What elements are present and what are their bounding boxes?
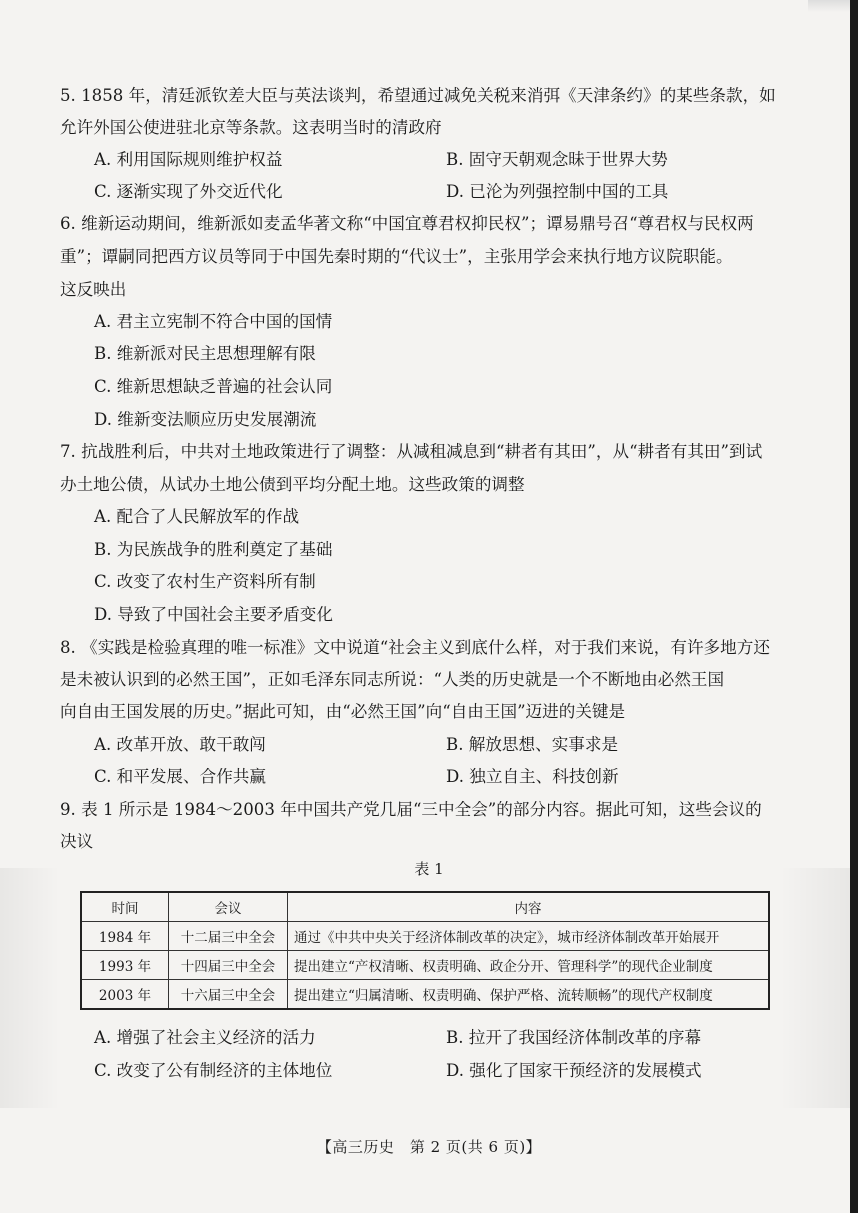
q5-stem-line2: 允许外国公使进驻北京等条款。这表明当时的清政府 (60, 118, 442, 137)
q7-option-c: C. 改变了农村生产资料所有制 (94, 572, 316, 591)
table-cell-year: 2003 年 (81, 980, 169, 1010)
q7-option-b: B. 为民族战争的胜利奠定了基础 (94, 540, 333, 559)
q5-stem-line1: 5. 1858 年，清廷派钦差大臣与英法谈判，希望通过减免关税来消弭《天津条约》的某些条款，如 (60, 86, 776, 105)
q9-stem-line2: 决议 (60, 832, 94, 851)
table-header-cell: 时间 (81, 892, 169, 922)
q8-stem-line2: 是未被认识到的必然王国”，正如毛泽东同志所说：“人类的历史就是一个不断地由必然王国 (60, 670, 725, 689)
page-footer: 【高三历史 第 2 页(共 6 页)】 (316, 1138, 542, 1156)
table-row (81, 922, 769, 951)
q6-stem-line2: 重”；谭嗣同把西方议员等同于中国先秦时期的“代议士”，主张用学会来执行地方议院职能。 (60, 247, 733, 266)
table-cell-content: 提出建立“归属清晰、权责明确、保护严格、流转顺畅”的现代产权制度 (288, 980, 770, 1010)
table-row (81, 980, 769, 1010)
q5-option-d: D. 已沦为列强控制中国的工具 (446, 182, 669, 201)
table-cell-content: 提出建立“产权清晰、权责明确、政企分开、管理科学”的现代企业制度 (288, 951, 770, 980)
q8-option-d: D. 独立自主、科技创新 (446, 767, 619, 786)
q5-option-a: A. 利用国际规则维护权益 (94, 150, 283, 169)
q8-stem-line1: 8. 《实践是检验真理的唯一标准》文中说道“社会主义到底什么样，对于我们来说，有许多地方还 (60, 638, 770, 657)
q8-option-a: A. 改革开放、敢干敢闯 (94, 735, 266, 754)
table-header-cell: 内容 (288, 892, 770, 922)
q8-stem-line3: 向自由王国发展的历史。”据此可知，由“必然王国”向“自由王国”迈进的关键是 (60, 702, 626, 721)
table-cell-meeting: 十六届三中全会 (169, 980, 288, 1010)
q9-option-d: D. 强化了国家干预经济的发展模式 (446, 1061, 702, 1080)
table-cell-year: 1984 年 (81, 922, 169, 951)
q7-option-a: A. 配合了人民解放军的作战 (94, 507, 300, 526)
q7-stem-line2: 办土地公债，从试办土地公债到平均分配土地。这些政策的调整 (60, 475, 525, 494)
table-cell-meeting: 十四届三中全会 (169, 951, 288, 980)
q6-option-a: A. 君主立宪制不符合中国的国情 (94, 312, 333, 331)
table-header-cell: 会议 (169, 892, 288, 922)
q9-stem-line1: 9. 表 1 所示是 1984～2003 年中国共产党几届“三中全会”的部分内容。据此可知，这些会议的 (60, 800, 762, 819)
table-cell-meeting: 十二届三中全会 (169, 922, 288, 951)
q8-option-b: B. 解放思想、实事求是 (446, 735, 619, 754)
q9-option-a: A. 增强了社会主义经济的活力 (94, 1028, 316, 1047)
data-table (80, 891, 770, 1010)
table-row (81, 951, 769, 980)
q6-stem-line3: 这反映出 (60, 280, 127, 299)
q6-stem-line1: 6. 维新运动期间，维新派如麦孟华著文称“中国宜尊君权抑民权”；谭易鼎号召“尊君权与民权两 (60, 214, 754, 233)
q7-stem-line1: 7. 抗战胜利后，中共对土地政策进行了调整：从减租减息到“耕者有其田”，从“耕者有其田”到试 (60, 442, 763, 461)
q5-option-c: C. 逐渐实现了外交近代化 (94, 182, 283, 201)
q9-option-c: C. 改变了公有制经济的主体地位 (94, 1061, 333, 1080)
table-header-row (81, 892, 769, 922)
table-cell-content: 通过《中共中央关于经济体制改革的决定》，城市经济体制改革开始展开 (288, 922, 770, 951)
table-cell-year: 1993 年 (81, 951, 169, 980)
q7-option-d: D. 导致了中国社会主要矛盾变化 (94, 605, 333, 624)
table-caption: 表 1 (414, 860, 444, 878)
q6-option-c: C. 维新思想缺乏普遍的社会认同 (94, 377, 333, 396)
q9-option-b: B. 拉开了我国经济体制改革的序幕 (446, 1028, 702, 1047)
q6-option-d: D. 维新变法顺应历史发展潮流 (94, 410, 317, 429)
q6-option-b: B. 维新派对民主思想理解有限 (94, 344, 316, 363)
q8-option-c: C. 和平发展、合作共赢 (94, 767, 266, 786)
q5-option-b: B. 固守天朝观念昧于世界大势 (446, 150, 668, 169)
